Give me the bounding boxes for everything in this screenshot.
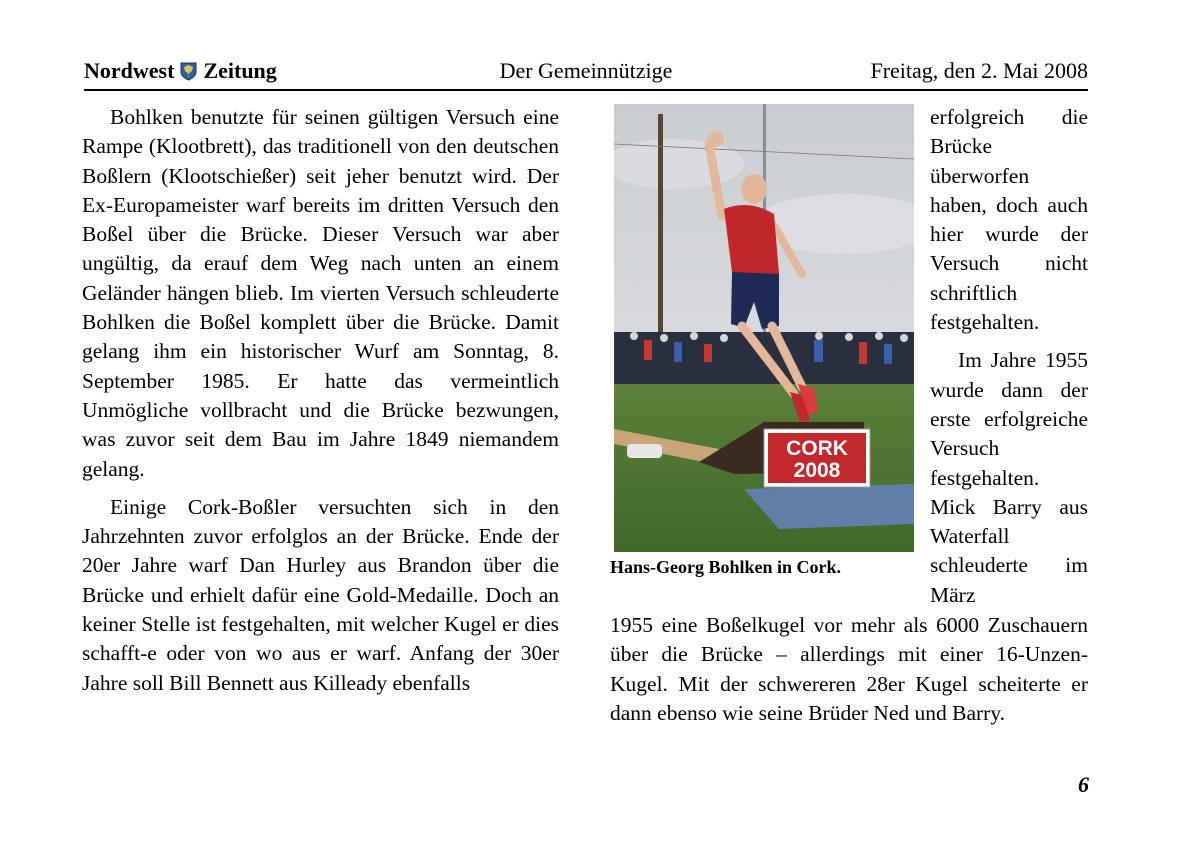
- paragraph: Einige Cork-Boßler versuchten sich in den Jahrzehnten zuvor erfolglos an der Brücke. Ende der 20er Jahre warf Dan Hurley aus Brandon über die Brücke und erhielt dafür eine Gold-Medaille. Doch an keiner Stelle ist festgehalten, mit welcher Kugel er dies schafft-e oder von wo aus er warf. Anfang der 30er Jahre soll Bill Bennett aus Killeady ebenfalls: [82, 494, 559, 695]
- paragraph: Im Jahre 1955 wurde dann der erste erfolgreiche Versuch festgehalten. Mick Barry aus Waterfall schleuderte im März: [930, 348, 1088, 607]
- masthead-left: Nordwest: [84, 58, 175, 83]
- paragraph: Bohlken benutzte für seinen gültigen Versuch eine Rampe (Klootbrett), das traditionell von den deutschen Boßlern (Klootschießer) seit jeher benutzt wird. Der Ex-Europameister warf bereits im dritten Versuch den Boßel über die Brücke. Dieser Versuch war aber ungültig, da erauf dem Weg nach unten an einem Geländer hängen blieb. Im vierten Versuch schleuderte Bohlken die Boßel komplett über die Brücke. Damit gelang ihm ein historischer Wurf am Sonntag, 8. September 1985. Er hatte das vermeintlich Unmögliche vollbracht und die Brücke bezwungen, was zuvor seit dem Bau im Jahre 1849 niemandem gelang.: [82, 105, 559, 481]
- article-photo: [614, 104, 914, 552]
- athlete-photo-illustration: [614, 104, 914, 552]
- paragraph: erfolgreich die Brücke überworfen haben, doch auch hier wurde der Versuch nicht schriftlich festgehalten.: [930, 105, 1088, 335]
- page-header: [84, 58, 1088, 88]
- header-rule: [84, 89, 1088, 91]
- paragraph: 1955 eine Boßelkugel vor mehr als 6000 Zuschauern über die Brücke – allerdings mit einer 16-Unzen-Kugel. Mit der schwereren 28er Kugel scheiterte er dann ebenso wie seine Brüder Ned und Barry.: [610, 613, 1088, 725]
- page-number: 6: [1078, 772, 1089, 797]
- bottom-column: [610, 611, 1088, 728]
- sign-text-line1: CORK: [786, 437, 848, 460]
- masthead-right: Zeitung: [203, 58, 277, 83]
- right-column: [930, 103, 1088, 610]
- issue-date: Freitag, den 2. Mai 2008: [870, 58, 1088, 83]
- photo-caption: Hans-Georg Bohlken in Cork.: [610, 557, 842, 577]
- sign-text-line2: 2008: [793, 459, 841, 482]
- section-title: Der Gemeinnützige: [499, 58, 673, 83]
- left-column: [82, 103, 559, 698]
